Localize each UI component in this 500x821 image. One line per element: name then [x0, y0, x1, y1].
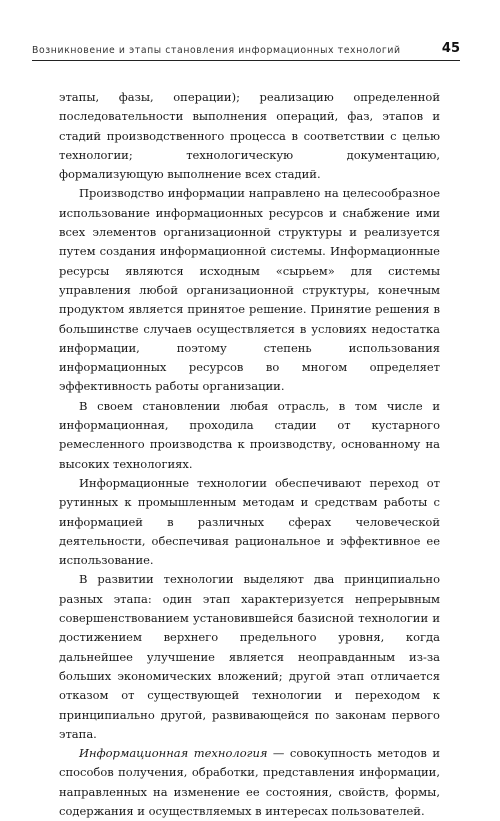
paragraph-1: этапы, фазы, операции); реализацию определенной последовательности выполнения операций, фаз, этапов и стадий производственного процесса в соответствии с целью технологии; технологическую документацию, формализующую выполнение всех стадий. [59, 90, 440, 182]
body-text [59, 88, 440, 821]
paragraph-6 [59, 744, 440, 821]
paragraph-3: В своем становлении любая отрасль, в том числе и информационная, проходила стадии от кустарного ремесленного производства к производству, основанному на высоких технологиях. [59, 398, 440, 471]
paragraph-4: Информационные технологии обеспечивают переход от рутинных к промышленным методам и средствам работы с информацией в различных сферах человеческой деятельности, обеспечивая рациональное и эффективное ее использование. [59, 475, 440, 568]
definition-text: — совокупность методов и способов получения, обработки, представления информации, направленных на изменение ее состояния, свойств, формы, содержания и осуществляемых в интересах пользователей. [59, 746, 440, 818]
page-number: 45 [441, 41, 460, 56]
running-title: Возникновение и этапы становления информационных технологий [32, 45, 401, 56]
definition-term: Информационная технология [79, 746, 268, 761]
running-head [32, 36, 460, 61]
paragraph-5: В развитии технологии выделяют два принципиально разных этапа: один этап характеризуется непрерывным совершенствованием установившейся базисной технологии и достижением верхнего предельного уровня, когда дальнейшее улучшение является неоправданным из-за больших экономических вложений; другой этап отличается отказом от существующей технологии и переходом к принципиально другой, развивающейся по законам первого этапа. [59, 572, 440, 741]
paragraph-2: Производство информации направлено на целесообразное использование информационных ресурсов и снабжение ими всех элементов организационной структуры и реализуется путем создания информационной системы. Информационные ресурсы являются исходным «сырьем» для системы управления любой организационной структуры, конечным продуктом является принятое решение. Принятие решения в большинстве случаев осуществляется в условиях недостатка информации, поэтому степень использования информационных ресурсов во многом определяет эффективность работы организации. [59, 186, 440, 394]
